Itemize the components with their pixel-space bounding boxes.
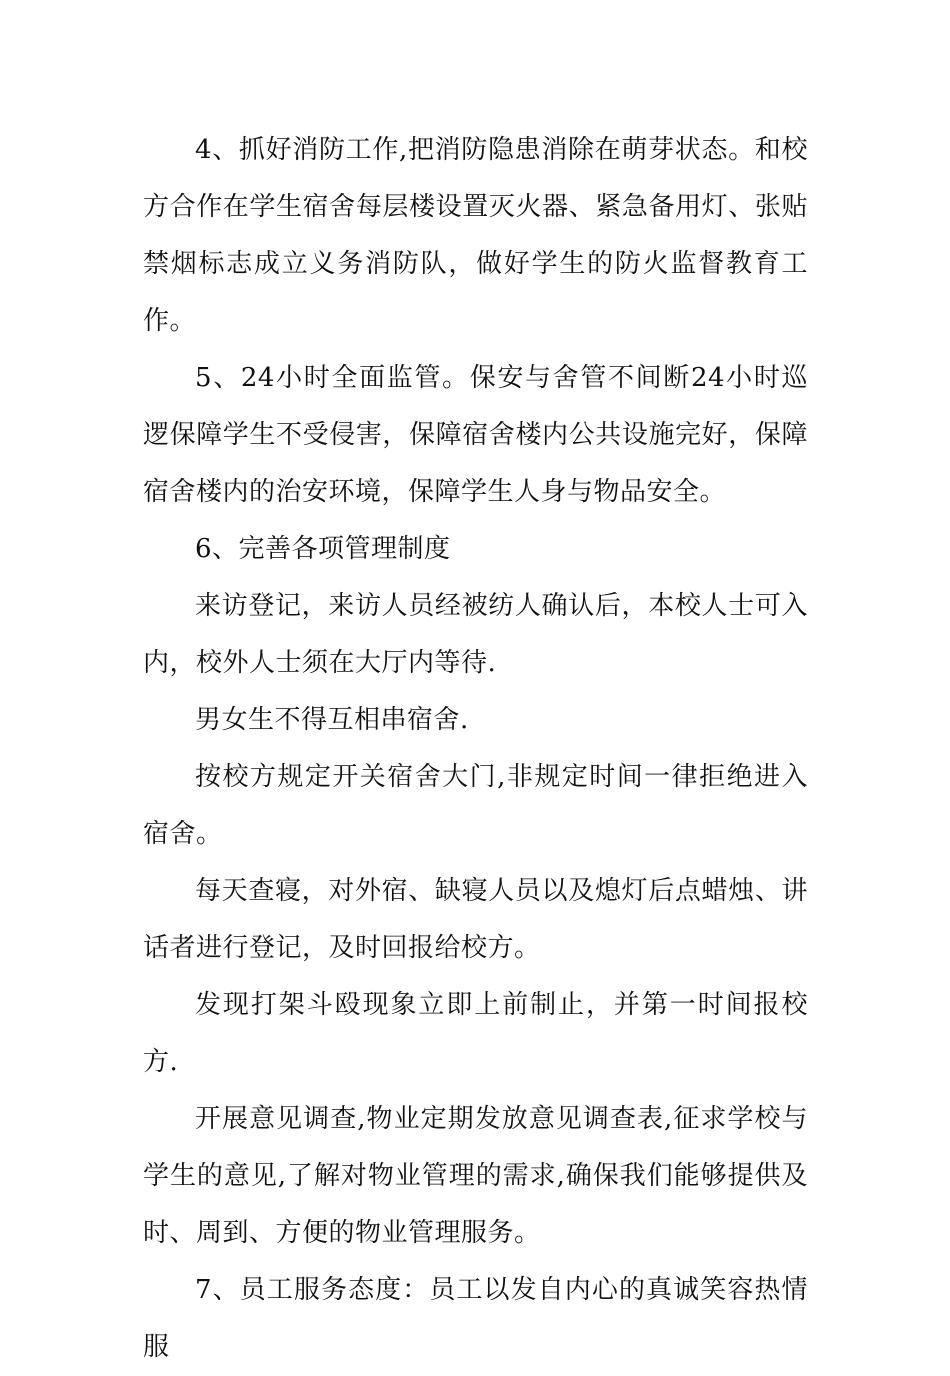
paragraph-gate-hours: 按校方规定开关宿舍大门,非规定时间一律拒绝进入宿舍。 — [143, 762, 808, 849]
paragraph-visitor-registration: 来访登记，来访人员经被纺人确认后，本校人士可入内，校外人士须在大厅内等待. — [143, 591, 808, 678]
paragraph-nightly-checks: 每天查寝，对外宿、缺寝人员以及熄灯后点蜡烛、讲话者进行登记，及时回报给校方。 — [143, 876, 808, 963]
document-body — [143, 122, 808, 1376]
paragraph-fire-safety: 4、抓好消防工作,把消防隐患消除在萌芽状态。和校方合作在学生宿舍每层楼设置灭火器、紧急备用灯、张贴禁烟标志成立义务消防队，做好学生的防火监督教育工作。 — [143, 135, 808, 336]
paragraph-staff-attitude: 7、员工服务态度：员工以发自内心的真诚笑容热情服 — [143, 1275, 808, 1362]
paragraph-management-rules-heading: 6、完善各项管理制度 — [195, 534, 451, 564]
paragraph-fight-handling: 发现打架斗殴现象立即上前制止，并第一时间报校方. — [143, 990, 808, 1077]
paragraph-opinion-survey: 开展意见调查,物业定期发放意见调查表,征求学校与学生的意见,了解对物业管理的需求,确保我们能够提供及时、周到、方便的物业管理服务。 — [143, 1104, 808, 1248]
paragraph-no-dorm-visiting: 男女生不得互相串宿舍. — [195, 705, 469, 735]
paragraph-24h-supervision: 5、24小时全面监管。保安与舍管不间断24小时巡逻保障学生不受侵害，保障宿舍楼内公共设施完好，保障宿舍楼内的治安环境，保障学生人身与物品安全。 — [143, 363, 808, 507]
